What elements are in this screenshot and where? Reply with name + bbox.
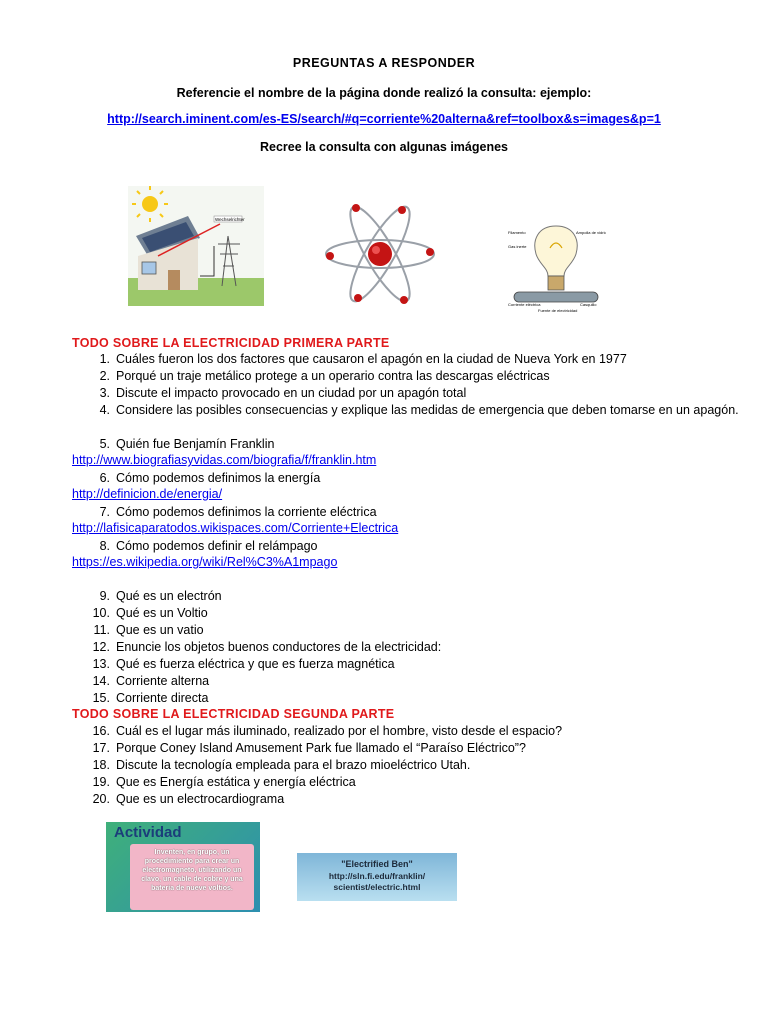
actividad-image <box>106 822 260 912</box>
question-3: 3. Discute el impacto provocado en un ciudad por un apagón total <box>99 386 467 400</box>
link-energia[interactable]: http://definicion.de/energia/ <box>72 487 223 501</box>
bulb-label-current: Corriente eléctrica <box>508 302 541 307</box>
part1-title: TODO SOBRE LA ELECTRICIDAD PRIMERA PARTE <box>72 336 390 350</box>
link-corriente[interactable]: http://lafisicaparatodos.wikispaces.com/Corriente+Electrica <box>72 521 399 535</box>
bulb-label-glass: Ampolla de vidrio <box>576 230 606 235</box>
inverter-label: Wechselrichter <box>215 217 245 222</box>
link-relampago-line <box>72 555 337 569</box>
example-url-line <box>0 112 768 126</box>
link-relampago[interactable]: https://es.wikipedia.org/wiki/Rel%C3%A1mpago <box>72 555 338 569</box>
bulb-label-filament: Filamento <box>508 230 526 235</box>
ben-url: http://sln.fi.edu/franklin/ scientist/electric.html <box>328 871 426 892</box>
bulb-label-socket: Casquillo <box>580 302 597 307</box>
page-title: PREGUNTAS A RESPONDER <box>292 56 476 70</box>
electrified-ben-image <box>297 853 457 901</box>
question-15: 15. Corriente directa <box>92 691 209 705</box>
question-1: 1. Cuáles fueron los dos factores que causaron el apagón en la ciudad de Nueva York en 1977 <box>99 352 627 366</box>
question-19: 19. Que es Energía estática y energía eléctrica <box>92 775 356 789</box>
recreate-instruction: Recree la consulta con algunas imágenes <box>259 140 508 154</box>
link-energia-line <box>72 487 222 501</box>
bulb-label-gas: Gas inerte <box>508 244 527 249</box>
question-16: 16. Cuál es el lugar más iluminado, realizado por el hombre, visto desde el espacio? <box>92 724 563 738</box>
solar-house-image <box>128 186 264 306</box>
question-8: 8. Cómo podemos definir el relámpago <box>99 539 318 553</box>
link-franklin-line <box>72 453 376 467</box>
atom-image <box>320 204 440 304</box>
question-6: 6. Cómo podemos definimos la energía <box>99 471 321 485</box>
question-17: 17. Porque Coney Island Amusement Park fue llamado el “Paraíso Eléctrico”? <box>92 741 526 755</box>
question-2: 2. Porqué un traje metálico protege a un operario contra las descargas eléctricas <box>99 369 550 383</box>
ben-title: "Electrified Ben" <box>341 859 413 869</box>
question-11: 11. Que es un vatio <box>93 623 204 637</box>
example-url-link[interactable]: http://search.iminent.com/es-ES/search/#q=corriente%20alterna&ref=toolbox&s=images&p=1 <box>107 112 661 126</box>
question-5: 5. Quién fue Benjamín Franklin <box>99 437 275 451</box>
question-13: 13. Qué es fuerza eléctrica y que es fuerza magnética <box>92 657 395 671</box>
link-franklin[interactable]: http://www.biografiasyvidas.com/biografia/f/franklin.htm <box>72 453 377 467</box>
question-9: 9. Qué es un electrón <box>99 589 222 603</box>
question-18: 18. Discute la tecnología empleada para el brazo mioeléctrico Utah. <box>92 758 471 772</box>
question-4: 4. Considere las posibles consecuencias y explique las medidas de emergencia que deben tomarse en un apagón. <box>99 403 739 417</box>
actividad-text: Inventen, en grupo, un procedimiento para crear un electromagneto, utilizando un clavo, un cable de cobre y una batería de nueve voltios. <box>141 849 243 892</box>
question-14: 14. Corriente alterna <box>92 674 210 688</box>
part2-title: TODO SOBRE LA ELECTRICIDAD SEGUNDA PARTE <box>72 707 395 721</box>
actividad-title: Actividad <box>114 824 182 841</box>
question-10: 10. Qué es un Voltio <box>92 606 208 620</box>
question-20: 20. Que es un electrocardiograma <box>92 792 285 806</box>
reference-instruction: Referencie el nombre de la página donde realizó la consulta: ejemplo: <box>176 86 592 100</box>
link-corriente-line <box>72 521 398 535</box>
bulb-label-source: Fuente de electricidad <box>538 308 578 313</box>
lightbulb-diagram-image <box>506 218 606 314</box>
question-12: 12. Enuncie los objetos buenos conductores de la electricidad: <box>92 640 442 654</box>
question-7: 7. Cómo podemos definimos la corriente eléctrica <box>99 505 377 519</box>
